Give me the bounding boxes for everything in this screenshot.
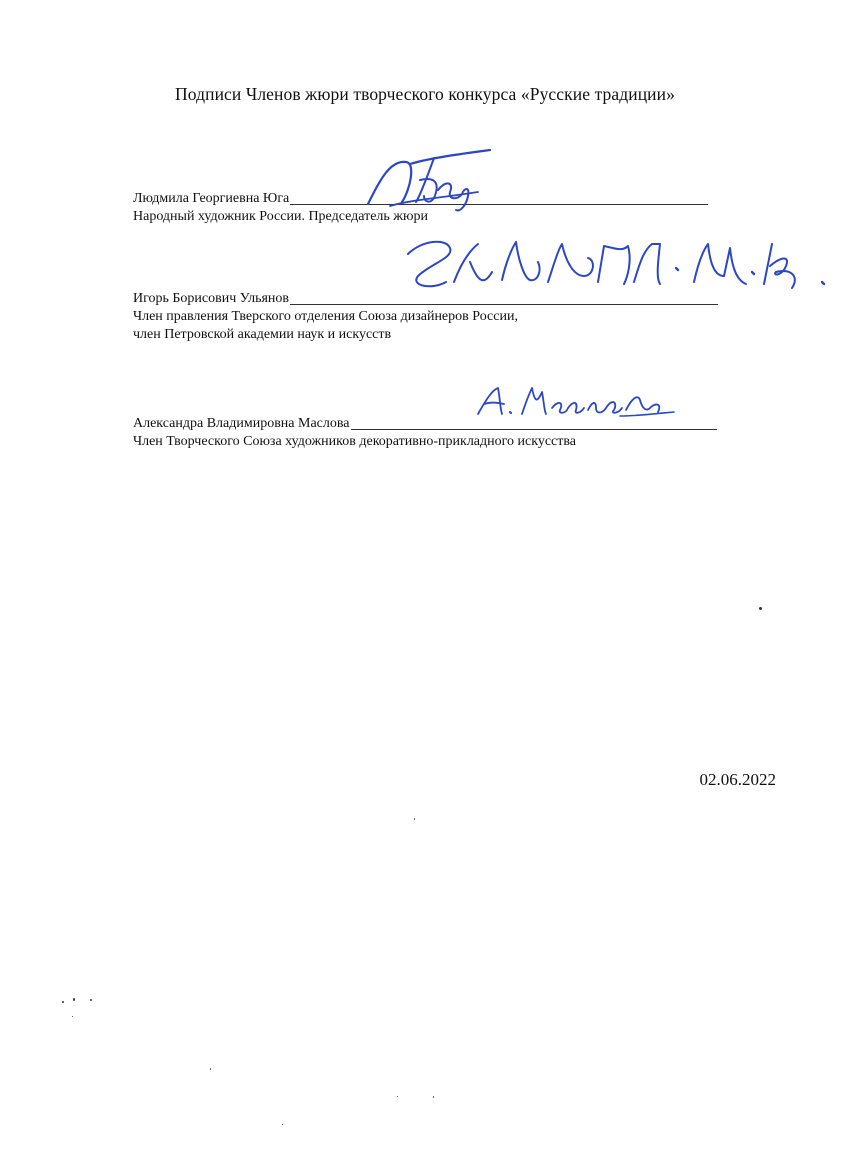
- scan-speck: [414, 818, 415, 820]
- member-name: Александра Владимировна Маслова: [133, 416, 350, 431]
- handwritten-signature-ulyanov: [398, 232, 834, 302]
- member-name: Игорь Борисович Ульянов: [133, 291, 290, 306]
- scan-speck: [759, 607, 762, 610]
- signature-rule: [351, 428, 717, 430]
- scan-speck: [433, 1096, 434, 1098]
- scan-speck: [62, 1001, 64, 1003]
- scan-speck: [72, 1016, 73, 1017]
- member-role: Народный художник России. Председатель жюри: [133, 209, 428, 224]
- member-role: Член правления Тверского отделения Союза дизайнеров России,: [133, 309, 518, 324]
- member-name: Людмила Георгиевна Юга: [133, 191, 290, 206]
- scan-speck: [282, 1124, 283, 1125]
- document-date: 02.06.2022: [699, 770, 776, 789]
- scan-speck: [73, 998, 75, 1001]
- document-title: Подписи Членов жюри творческого конкурса «Русские традиции»: [175, 84, 675, 104]
- handwritten-signature-maslova: [470, 382, 680, 427]
- member-role: член Петровской академии наук и искусств: [133, 327, 392, 342]
- scan-speck: [90, 999, 92, 1001]
- scan-speck: [397, 1096, 398, 1097]
- member-role: Член Творческого Союза художников декоративно-прикладного искусства: [133, 434, 577, 449]
- signature-rule: [290, 303, 718, 305]
- scan-speck: [210, 1068, 211, 1070]
- handwritten-signature-yuga: [350, 140, 500, 215]
